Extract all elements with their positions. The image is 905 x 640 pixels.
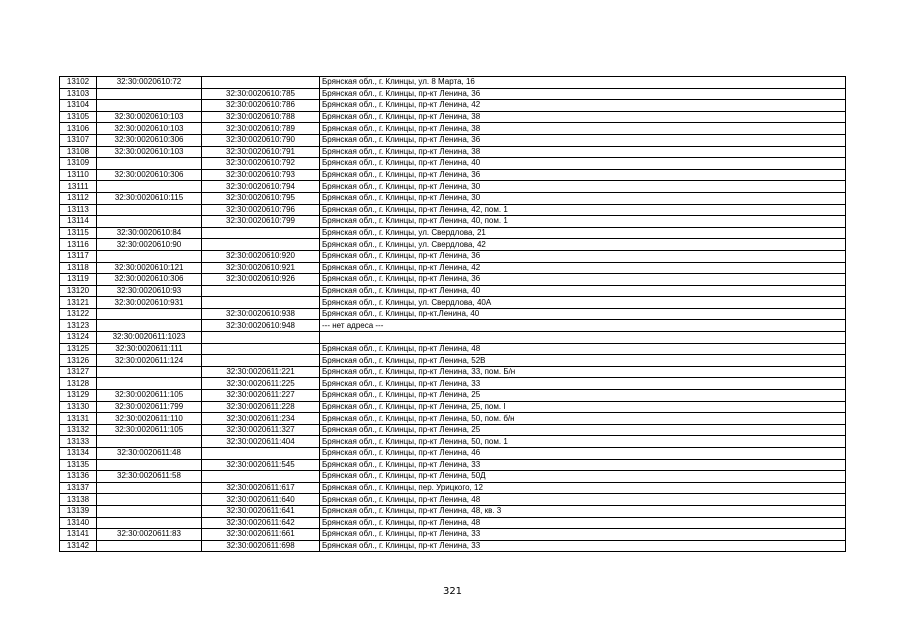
land-parcel-number-cell: 32:30:0020611:124 bbox=[97, 355, 202, 367]
land-parcel-number-cell bbox=[97, 482, 202, 494]
row-number-cell: 13104 bbox=[60, 100, 97, 112]
address-cell: Брянская обл., г. Клинцы, пр-кт Ленина, 40, пом. 1 bbox=[320, 216, 846, 228]
row-number-cell: 13106 bbox=[60, 123, 97, 135]
address-cell: Брянская обл., г. Клинцы, пр-кт Ленина, 25, пом. I bbox=[320, 401, 846, 413]
table-row bbox=[60, 158, 846, 170]
address-cell: Брянская обл., г. Клинцы, пр-кт Ленина, 40 bbox=[320, 285, 846, 297]
row-number-cell: 13141 bbox=[60, 529, 97, 541]
building-cadastral-number-cell: 32:30:0020610:792 bbox=[202, 158, 320, 170]
address-cell: Брянская обл., г. Клинцы, пр-кт Ленина, 48, кв. 3 bbox=[320, 505, 846, 517]
table-row bbox=[60, 308, 846, 320]
row-number-cell: 13111 bbox=[60, 181, 97, 193]
building-cadastral-number-cell: 32:30:0020611:641 bbox=[202, 505, 320, 517]
land-parcel-number-cell: 32:30:0020610:306 bbox=[97, 169, 202, 181]
address-cell: Брянская обл., г. Клинцы, ул. Свердлова, 21 bbox=[320, 227, 846, 239]
building-cadastral-number-cell: 32:30:0020611:640 bbox=[202, 494, 320, 506]
row-number-cell: 13110 bbox=[60, 169, 97, 181]
row-number-cell: 13122 bbox=[60, 308, 97, 320]
table-row bbox=[60, 448, 846, 460]
row-number-cell: 13138 bbox=[60, 494, 97, 506]
row-number-cell: 13130 bbox=[60, 401, 97, 413]
row-number-cell: 13112 bbox=[60, 192, 97, 204]
address-cell: Брянская обл., г. Клинцы, пр-кт Ленина, 46 bbox=[320, 448, 846, 460]
building-cadastral-number-cell: 32:30:0020610:921 bbox=[202, 262, 320, 274]
building-cadastral-number-cell: 32:30:0020610:920 bbox=[202, 250, 320, 262]
land-parcel-number-cell: 32:30:0020610:115 bbox=[97, 192, 202, 204]
building-cadastral-number-cell bbox=[202, 77, 320, 89]
land-parcel-number-cell: 32:30:0020610:72 bbox=[97, 77, 202, 89]
land-parcel-number-cell: 32:30:0020611:58 bbox=[97, 471, 202, 483]
table-row bbox=[60, 378, 846, 390]
row-number-cell: 13139 bbox=[60, 505, 97, 517]
building-cadastral-number-cell bbox=[202, 332, 320, 344]
table-row bbox=[60, 239, 846, 251]
table-row bbox=[60, 262, 846, 274]
address-cell: Брянская обл., г. Клинцы, пр-кт Ленина, 36 bbox=[320, 169, 846, 181]
table-row bbox=[60, 274, 846, 286]
table-row bbox=[60, 77, 846, 89]
land-parcel-number-cell bbox=[97, 250, 202, 262]
land-parcel-number-cell: 32:30:0020610:931 bbox=[97, 297, 202, 309]
address-cell: Брянская обл., г. Клинцы, пр-кт Ленина, 48 bbox=[320, 494, 846, 506]
address-cell: Брянская обл., г. Клинцы, ул. Свердлова, 42 bbox=[320, 239, 846, 251]
cadastral-table bbox=[59, 76, 846, 552]
address-cell: Брянская обл., г. Клинцы, пр-кт Ленина, 33 bbox=[320, 540, 846, 552]
table-row bbox=[60, 471, 846, 483]
table-row bbox=[60, 146, 846, 158]
building-cadastral-number-cell: 32:30:0020610:938 bbox=[202, 308, 320, 320]
table-row bbox=[60, 100, 846, 112]
table-row bbox=[60, 459, 846, 471]
land-parcel-number-cell bbox=[97, 436, 202, 448]
row-number-cell: 13123 bbox=[60, 320, 97, 332]
address-cell: Брянская обл., г. Клинцы, пр-кт.Ленина, 40 bbox=[320, 308, 846, 320]
row-number-cell: 13103 bbox=[60, 88, 97, 100]
row-number-cell: 13107 bbox=[60, 134, 97, 146]
land-parcel-number-cell: 32:30:0020610:306 bbox=[97, 134, 202, 146]
row-number-cell: 13127 bbox=[60, 366, 97, 378]
table-row bbox=[60, 297, 846, 309]
table-row bbox=[60, 134, 846, 146]
table-row bbox=[60, 529, 846, 541]
address-cell: Брянская обл., г. Клинцы, пр-кт Ленина, 36 bbox=[320, 134, 846, 146]
table-row bbox=[60, 540, 846, 552]
row-number-cell: 13124 bbox=[60, 332, 97, 344]
address-cell: Брянская обл., г. Клинцы, пр-кт Ленина, 33 bbox=[320, 459, 846, 471]
land-parcel-number-cell: 32:30:0020611:105 bbox=[97, 424, 202, 436]
row-number-cell: 13108 bbox=[60, 146, 97, 158]
row-number-cell: 13118 bbox=[60, 262, 97, 274]
building-cadastral-number-cell: 32:30:0020610:791 bbox=[202, 146, 320, 158]
table-row bbox=[60, 88, 846, 100]
table-row bbox=[60, 482, 846, 494]
building-cadastral-number-cell bbox=[202, 227, 320, 239]
land-parcel-number-cell bbox=[97, 366, 202, 378]
address-cell: Брянская обл., г. Клинцы, пр-кт Ленина, 40 bbox=[320, 158, 846, 170]
table-row bbox=[60, 366, 846, 378]
building-cadastral-number-cell: 32:30:0020610:795 bbox=[202, 192, 320, 204]
address-cell: Брянская обл., г. Клинцы, пр-кт Ленина, 30 bbox=[320, 192, 846, 204]
row-number-cell: 13137 bbox=[60, 482, 97, 494]
address-cell: Брянская обл., г. Клинцы, пр-кт Ленина, 38 bbox=[320, 123, 846, 135]
table-row bbox=[60, 401, 846, 413]
address-cell: Брянская обл., г. Клинцы, пр-кт Ленина, 42 bbox=[320, 100, 846, 112]
address-cell: Брянская обл., г. Клинцы, пр-кт Ленина, 50, пом. 1 bbox=[320, 436, 846, 448]
building-cadastral-number-cell: 32:30:0020611:228 bbox=[202, 401, 320, 413]
address-cell: --- нет адреса --- bbox=[320, 320, 846, 332]
land-parcel-number-cell bbox=[97, 204, 202, 216]
address-cell: Брянская обл., г. Клинцы, пр-кт Ленина, 33 bbox=[320, 378, 846, 390]
land-parcel-number-cell: 32:30:0020611:83 bbox=[97, 529, 202, 541]
address-cell: Брянская обл., г. Клинцы, пр-кт Ленина, 52В bbox=[320, 355, 846, 367]
row-number-cell: 13125 bbox=[60, 343, 97, 355]
address-cell: Брянская обл., г. Клинцы, пр-кт Ленина, 38 bbox=[320, 146, 846, 158]
table-row bbox=[60, 111, 846, 123]
address-cell: Брянская обл., г. Клинцы, пр-кт Ленина, 36 bbox=[320, 88, 846, 100]
land-parcel-number-cell: 32:30:0020611:105 bbox=[97, 390, 202, 402]
address-cell: Брянская обл., г. Клинцы, пр-кт Ленина, 33, пом. Б/н bbox=[320, 366, 846, 378]
address-cell: Брянская обл., г. Клинцы, ул. Свердлова, 40А bbox=[320, 297, 846, 309]
building-cadastral-number-cell: 32:30:0020611:327 bbox=[202, 424, 320, 436]
table-row bbox=[60, 320, 846, 332]
table-row bbox=[60, 355, 846, 367]
building-cadastral-number-cell: 32:30:0020611:642 bbox=[202, 517, 320, 529]
building-cadastral-number-cell: 32:30:0020610:794 bbox=[202, 181, 320, 193]
address-cell: Брянская обл., г. Клинцы, пр-кт Ленина, 25 bbox=[320, 424, 846, 436]
table-row bbox=[60, 517, 846, 529]
land-parcel-number-cell bbox=[97, 540, 202, 552]
row-number-cell: 13120 bbox=[60, 285, 97, 297]
building-cadastral-number-cell: 32:30:0020611:225 bbox=[202, 378, 320, 390]
address-cell: Брянская обл., г. Клинцы, пер. Урицкого, 12 bbox=[320, 482, 846, 494]
address-cell: Брянская обл., г. Клинцы, пр-кт Ленина, 42 bbox=[320, 262, 846, 274]
land-parcel-number-cell bbox=[97, 459, 202, 471]
table-row bbox=[60, 505, 846, 517]
row-number-cell: 13102 bbox=[60, 77, 97, 89]
land-parcel-number-cell: 32:30:0020611:48 bbox=[97, 448, 202, 460]
building-cadastral-number-cell: 32:30:0020611:221 bbox=[202, 366, 320, 378]
land-parcel-number-cell: 32:30:0020611:110 bbox=[97, 413, 202, 425]
land-parcel-number-cell bbox=[97, 308, 202, 320]
row-number-cell: 13133 bbox=[60, 436, 97, 448]
land-parcel-number-cell: 32:30:0020611:111 bbox=[97, 343, 202, 355]
row-number-cell: 13126 bbox=[60, 355, 97, 367]
table-row bbox=[60, 123, 846, 135]
row-number-cell: 13140 bbox=[60, 517, 97, 529]
building-cadastral-number-cell: 32:30:0020610:785 bbox=[202, 88, 320, 100]
row-number-cell: 13117 bbox=[60, 250, 97, 262]
row-number-cell: 13128 bbox=[60, 378, 97, 390]
address-cell: Брянская обл., г. Клинцы, пр-кт Ленина, 48 bbox=[320, 343, 846, 355]
row-number-cell: 13113 bbox=[60, 204, 97, 216]
building-cadastral-number-cell: 32:30:0020610:926 bbox=[202, 274, 320, 286]
building-cadastral-number-cell: 32:30:0020610:799 bbox=[202, 216, 320, 228]
address-cell: Брянская обл., г. Клинцы, пр-кт Ленина, 33 bbox=[320, 529, 846, 541]
row-number-cell: 13119 bbox=[60, 274, 97, 286]
row-number-cell: 13134 bbox=[60, 448, 97, 460]
land-parcel-number-cell bbox=[97, 378, 202, 390]
building-cadastral-number-cell: 32:30:0020610:790 bbox=[202, 134, 320, 146]
table-row bbox=[60, 390, 846, 402]
address-cell: Брянская обл., г. Клинцы, пр-кт Ленина, 25 bbox=[320, 390, 846, 402]
table-row bbox=[60, 204, 846, 216]
address-cell: Брянская обл., г. Клинцы, пр-кт Ленина, 36 bbox=[320, 274, 846, 286]
table-row bbox=[60, 181, 846, 193]
building-cadastral-number-cell: 32:30:0020611:545 bbox=[202, 459, 320, 471]
building-cadastral-number-cell bbox=[202, 471, 320, 483]
table-row bbox=[60, 285, 846, 297]
land-parcel-number-cell: 32:30:0020611:1023 bbox=[97, 332, 202, 344]
building-cadastral-number-cell: 32:30:0020611:617 bbox=[202, 482, 320, 494]
address-cell bbox=[320, 332, 846, 344]
address-cell: Брянская обл., г. Клинцы, ул. 8 Марта, 16 bbox=[320, 77, 846, 89]
table-row bbox=[60, 332, 846, 344]
row-number-cell: 13135 bbox=[60, 459, 97, 471]
land-parcel-number-cell bbox=[97, 505, 202, 517]
row-number-cell: 13129 bbox=[60, 390, 97, 402]
building-cadastral-number-cell: 32:30:0020611:698 bbox=[202, 540, 320, 552]
address-cell: Брянская обл., г. Клинцы, пр-кт Ленина, 36 bbox=[320, 250, 846, 262]
building-cadastral-number-cell bbox=[202, 285, 320, 297]
table-row bbox=[60, 413, 846, 425]
land-parcel-number-cell bbox=[97, 320, 202, 332]
building-cadastral-number-cell: 32:30:0020611:234 bbox=[202, 413, 320, 425]
row-number-cell: 13132 bbox=[60, 424, 97, 436]
building-cadastral-number-cell bbox=[202, 448, 320, 460]
table-row bbox=[60, 192, 846, 204]
land-parcel-number-cell: 32:30:0020610:103 bbox=[97, 111, 202, 123]
building-cadastral-number-cell: 32:30:0020610:948 bbox=[202, 320, 320, 332]
land-parcel-number-cell: 32:30:0020610:90 bbox=[97, 239, 202, 251]
building-cadastral-number-cell: 32:30:0020610:796 bbox=[202, 204, 320, 216]
building-cadastral-number-cell bbox=[202, 239, 320, 251]
address-cell: Брянская обл., г. Клинцы, пр-кт Ленина, 50Д bbox=[320, 471, 846, 483]
building-cadastral-number-cell bbox=[202, 355, 320, 367]
building-cadastral-number-cell: 32:30:0020611:404 bbox=[202, 436, 320, 448]
row-number-cell: 13121 bbox=[60, 297, 97, 309]
land-parcel-number-cell bbox=[97, 216, 202, 228]
row-number-cell: 13109 bbox=[60, 158, 97, 170]
address-cell: Брянская обл., г. Клинцы, пр-кт Ленина, 38 bbox=[320, 111, 846, 123]
table-row bbox=[60, 216, 846, 228]
building-cadastral-number-cell: 32:30:0020611:227 bbox=[202, 390, 320, 402]
land-parcel-number-cell: 32:30:0020610:121 bbox=[97, 262, 202, 274]
table-row bbox=[60, 343, 846, 355]
land-parcel-number-cell bbox=[97, 517, 202, 529]
table-row bbox=[60, 424, 846, 436]
row-number-cell: 13105 bbox=[60, 111, 97, 123]
table-row bbox=[60, 250, 846, 262]
land-parcel-number-cell: 32:30:0020611:799 bbox=[97, 401, 202, 413]
building-cadastral-number-cell: 32:30:0020611:661 bbox=[202, 529, 320, 541]
page-number: 321 bbox=[442, 586, 463, 597]
land-parcel-number-cell bbox=[97, 181, 202, 193]
building-cadastral-number-cell: 32:30:0020610:789 bbox=[202, 123, 320, 135]
building-cadastral-number-cell: 32:30:0020610:786 bbox=[202, 100, 320, 112]
land-parcel-number-cell bbox=[97, 88, 202, 100]
building-cadastral-number-cell: 32:30:0020610:793 bbox=[202, 169, 320, 181]
table-body bbox=[60, 77, 846, 552]
land-parcel-number-cell bbox=[97, 494, 202, 506]
building-cadastral-number-cell: 32:30:0020610:788 bbox=[202, 111, 320, 123]
land-parcel-number-cell: 32:30:0020610:306 bbox=[97, 274, 202, 286]
land-parcel-number-cell: 32:30:0020610:93 bbox=[97, 285, 202, 297]
table-row bbox=[60, 494, 846, 506]
row-number-cell: 13116 bbox=[60, 239, 97, 251]
land-parcel-number-cell bbox=[97, 100, 202, 112]
row-number-cell: 13114 bbox=[60, 216, 97, 228]
table-row bbox=[60, 169, 846, 181]
address-cell: Брянская обл., г. Клинцы, пр-кт Ленина, 50, пом. б/н bbox=[320, 413, 846, 425]
building-cadastral-number-cell bbox=[202, 343, 320, 355]
table-row bbox=[60, 436, 846, 448]
land-parcel-number-cell: 32:30:0020610:103 bbox=[97, 123, 202, 135]
row-number-cell: 13131 bbox=[60, 413, 97, 425]
row-number-cell: 13142 bbox=[60, 540, 97, 552]
land-parcel-number-cell bbox=[97, 158, 202, 170]
address-cell: Брянская обл., г. Клинцы, пр-кт Ленина, 42, пом. 1 bbox=[320, 204, 846, 216]
row-number-cell: 13136 bbox=[60, 471, 97, 483]
table-row bbox=[60, 227, 846, 239]
land-parcel-number-cell: 32:30:0020610:84 bbox=[97, 227, 202, 239]
address-cell: Брянская обл., г. Клинцы, пр-кт Ленина, 30 bbox=[320, 181, 846, 193]
row-number-cell: 13115 bbox=[60, 227, 97, 239]
address-cell: Брянская обл., г. Клинцы, пр-кт Ленина, 48 bbox=[320, 517, 846, 529]
building-cadastral-number-cell bbox=[202, 297, 320, 309]
land-parcel-number-cell: 32:30:0020610:103 bbox=[97, 146, 202, 158]
